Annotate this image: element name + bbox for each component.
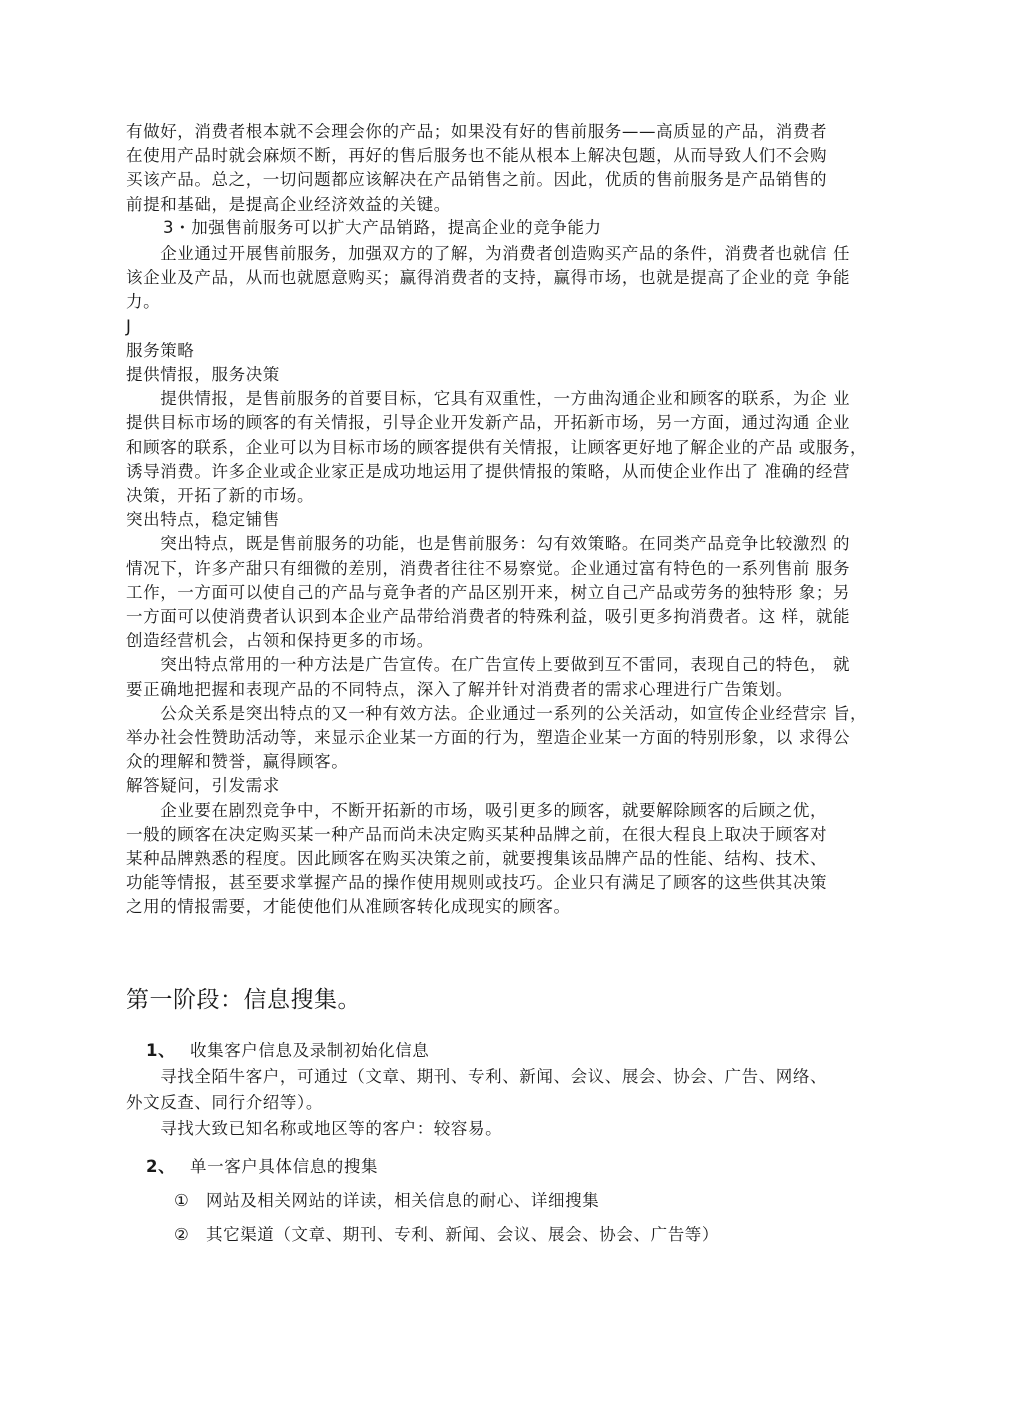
section-1-body: 寻找全陌牛客户，可通过（文章、期刊、专利、新闻、会议、展会、协会、广告、网络、 外文反查、同行介绍等）。 寻找大致已知名称或地区等的客户：较容易。	[126, 1067, 828, 1138]
item-text: 网站及相关网站的详读，相关信息的耐心、详细搜集	[206, 1191, 600, 1210]
service-strategy-body: 企业通过开展售前服务，加强双方的了解，为消费者创造购买产品的条件，消费者也就信 任 该企业及产品，从而也就愿意购买；赢得消费者的支持，赢得市场，也就是提高了企业的竞 争能 力。 J 服务策略 提供情报，服务决策 提供情报，是售前服务的首要目标，它具有双重性，一方曲沟通企业和顾客的联系，为企 业 提供目标市场的顾客的有关情报，引导企业开发新产品，开拓新市场，另一方面，通过沟通 企业 和顾客的联系，企业可以为目标市场的顾客提供有关情报，让顾客更好地了解企业的产品 或服务， 诱导消费。许多企业或企业家正是成功地运用了提供情报的策略，从而使企业作出了 准确的经营 决策，开拓了新的市场。 突出特点，稳定铺售 突出特点，既是售前服务的功能，也是售前服务：勾有效策略。在同类产品竞争比较激烈 的 情况下，许多产甜只有细微的差別，消费者往往不易察觉。企业通过富有特色的一系列售前 服务 工作，一方面可以使自己的产品与竟争者的产品区别开来，树立自己产品或劳务的独特形 象；另 一方面可以使消费者认识到本企业产品带给消费者的特殊利益，吸引更多拘消费者。这 样，就能 创造经营机会，占领和保持更多的市场。 突出特点常用的一种方法是广告宣传。在广告宣传上要做到互不雷同，表现自己的特色， 就 要正确地把握和表现产品的不同特点，深入了解并针对消费者的需求心理进行广告策划。 公众关系是突出特点的又一种有效方法。企业通过一系列的公关活动，如宣传企业经营宗 旨， 举办社会性赞助活动等，来显示企业某一方面的行为，塑造企业某一方面的特别形象，以 求得公 众的理解和赞誉，赢得顾客。 解答疑问，引发需求 企业要在剧烈竞争中，不断开拓新的市场，吸引更多的顾客，就要解除顾客的后顾之优， 一般的顾客在决定购买某一种产品而尚未决定购买某种品牌之前，在很大程良上取决于顾客对 某种品牌熟悉的程度。因此顾客在购买决策之前，就要搜集该品牌产品的性能、结构、技术、 功能等情报，甚至要求掌握产品的操作使用规则或技巧。企业只有满足了顾客的这些供其决策 之用的情报需要，才能使他们从准顾客转化成现实的顾客。	[126, 244, 868, 917]
point-3-heading: 3・加强售前服务可以扩大产品销路，提高企业的竞争能力	[163, 218, 602, 237]
section-1-title: 收集客户信息及录制初始化信息	[190, 1041, 430, 1060]
section-2	[126, 1154, 898, 1248]
intro-paragraph: 有做好，消费者根本就不会理会你的产品；如果没有好的售前服务——高质显的产品，消费者 在使用产品时就会麻烦不断，再好的售后服务也不能从根本上解决包题，从而导致人们不会购 买该产品。总之，一切问题都应该解决在产品销售之前。因此，优质的售前服务是产品销售的 前提和基础，是提高企业经济效益的关键。	[126, 122, 828, 214]
section-1	[126, 1038, 898, 1142]
section-2-number: 2、	[146, 1157, 176, 1176]
list-item	[126, 1188, 898, 1214]
section-2-title: 单一客户具体信息的搜集	[190, 1157, 379, 1176]
stage-one-title: 第一阶段：信息搜集。	[126, 987, 361, 1013]
item-text: 其它渠道（文章、期刊、专利、新闻、会议、展会、协会、广告等）	[206, 1225, 719, 1244]
list-item	[126, 1222, 898, 1248]
item-marker: ②	[174, 1225, 190, 1244]
section-1-number: 1、	[146, 1041, 176, 1060]
item-marker: ①	[174, 1191, 190, 1210]
